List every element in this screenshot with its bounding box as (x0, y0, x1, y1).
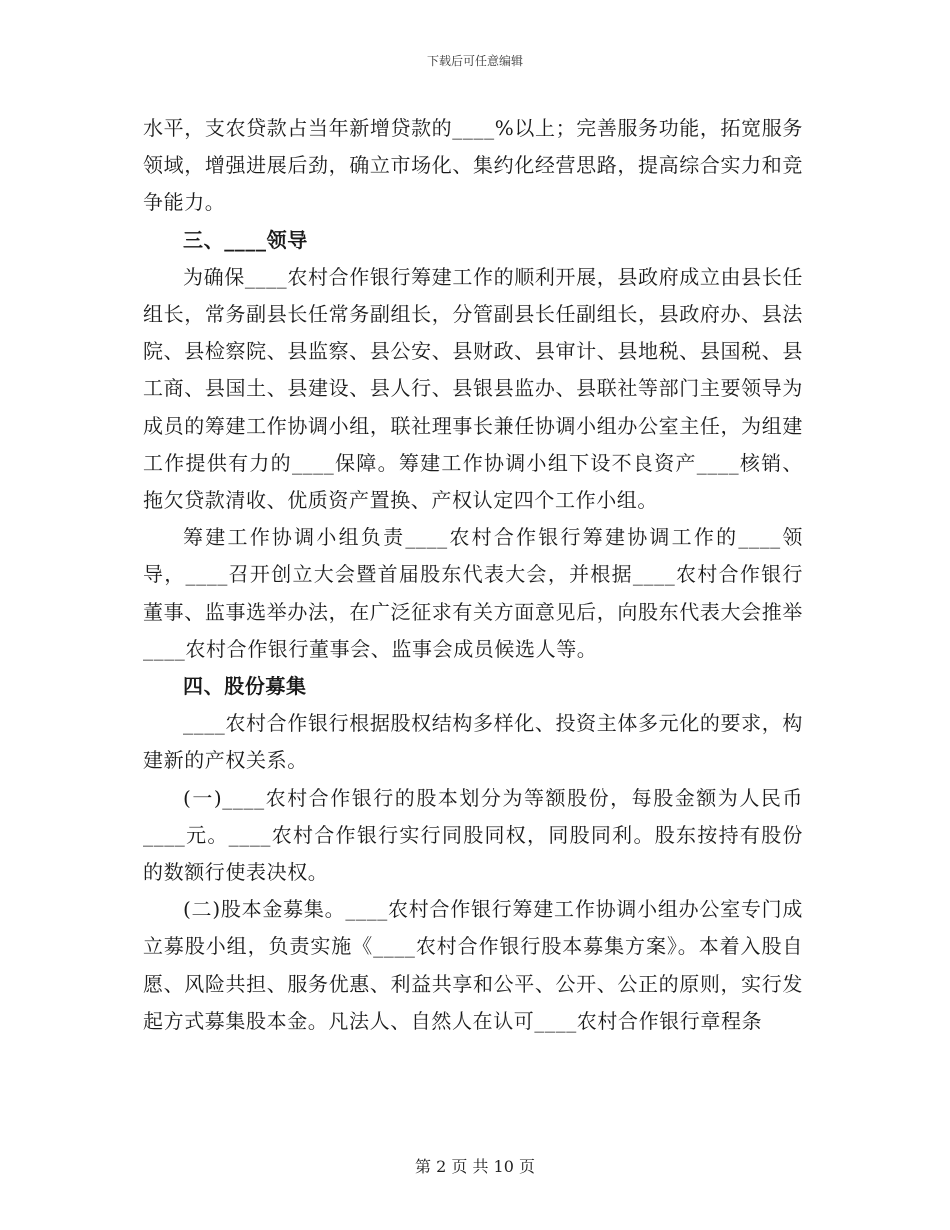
paragraph-item-two: (二)股本金募集。____农村合作银行筹建工作协调小组办公室专门成立募股小组，负责实施《____农村合作银行股本募集方案》。本着入股自愿、风险共担、服务优惠、利益共享和公平、公开、公正的原则，实行发起方式募集股本金。凡法人、自然人在认可____农村合作银行章程条 (143, 897, 803, 1033)
section-heading-three: 三、____领导 (183, 227, 308, 252)
paragraph-item-one: (一)____农村合作银行的股本划分为等额股份，每股金额为人民币____元。____农村合作银行实行同股同权，同股同利。股东按持有股份的数额行使表决权。 (143, 785, 803, 885)
paragraph-group-responsibility: 筹建工作协调小组负责____农村合作银行筹建协调工作的____领导，____召开创立大会暨首届股东代表大会，并根据____农村合作银行董事、监事选举办法，在广泛征求有关方面意见后，向股东代表大会推举____农村合作银行董事会、监事会成员候选人等。 (143, 525, 803, 661)
page-header: 下载后可任意编辑 (426, 54, 523, 68)
paragraph-coordination-group: 为确保____农村合作银行筹建工作的顺利开展，县政府成立由县长任组长，常务副县长任常务副组长，分管副县长任副组长，县政府办、县法院、县检察院、县监察、县公安、县财政、县审计、县地税、县国税、县工商、县国土、县建设、县人行、县银县监办、县联社等部门主要领导为成员的筹建工作协调小组，联社理事长兼任协调小组办公室主任，为组建工作提供有力的____保障。筹建工作协调小组下设不良资产____核销、拖欠贷款清收、优质资产置换、产权认定四个工作小组。 (143, 264, 803, 513)
page-number: 第 2 页 共 10 页 (415, 1157, 535, 1176)
paragraph-continuation: 水平，支农贷款占当年新增贷款的____%以上；完善服务功能，拓宽服务领域，增强进展后劲，确立市场化、集约化经营思路，提高综合实力和竞争能力。 (143, 116, 803, 215)
document-body (143, 110, 803, 1040)
section-heading-four: 四、股份募集 (183, 674, 307, 699)
paragraph-equity-structure: ____农村合作银行根据股权结构多样化、投资主体多元化的要求，构建新的产权关系。 (143, 711, 803, 773)
